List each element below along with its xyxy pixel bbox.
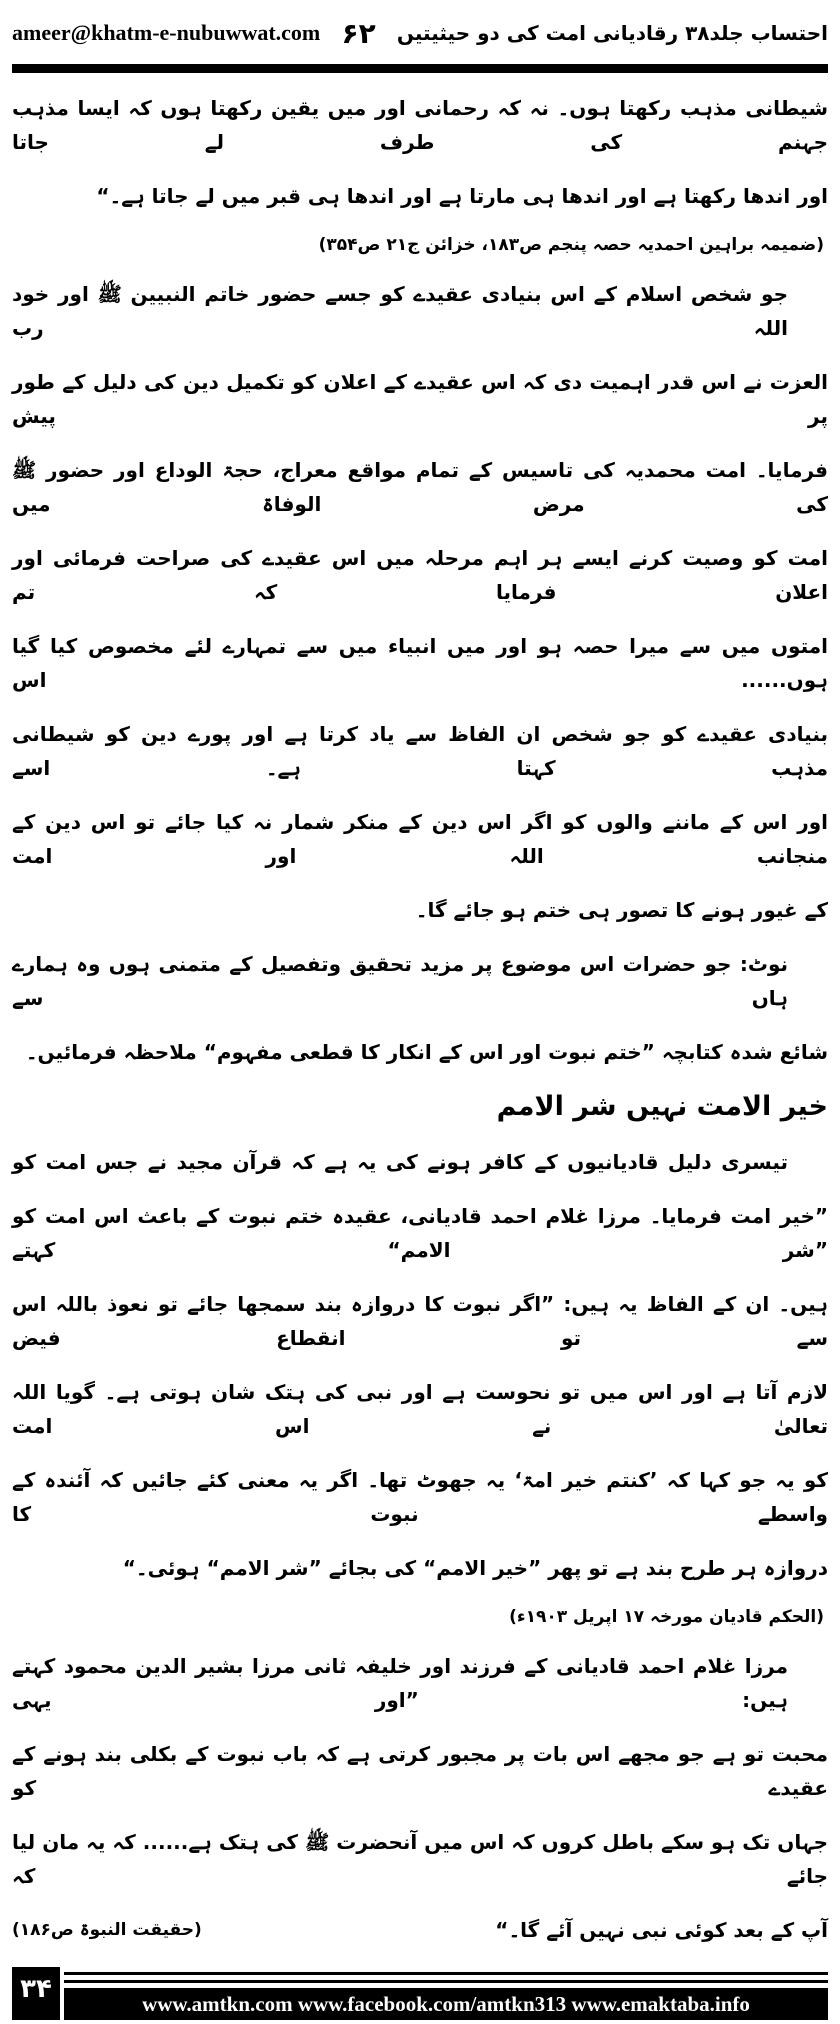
page-header [12,8,828,58]
note-line: نوٹ: جو حضرات اس موضوع پر مزید تحقیق وتفصیل کے متمنی ہوں وہ ہمارے ہاں سے [12,952,788,1010]
citation: (حقیقت النبوۃ ص۱۸۶) [12,1920,202,1940]
footer-right [64,1967,828,2020]
text-line: امتوں میں سے میرا حصہ ہو اور میں انبیاء میں سے تمہارے لئے مخصوص کیا گیا ہوں...... اس [12,634,828,692]
text-line: بنیادی عقیدے کو جو شخص ان الفاظ سے یاد کرتا ہے اور پورے دین کو شیطانی مذہب کہتا ہے۔ اسے [12,722,828,780]
note-line: شائع شدہ کتابچہ ”ختم نبوت اور اس کے انکار کا قطعی مفہوم“ ملاحظہ فرمائیں۔ [25,1040,828,1064]
header-email: ameer@khatm-e-nubuwwat.com [12,20,321,45]
text-line: آپ کے بعد کوئی نبی نہیں آئے گا۔“ [495,1918,828,1942]
page [12,0,828,2024]
section-heading: خیر الامت نہیں شر الامم [496,1091,828,1122]
text-line: اور اس کے ماننے والوں کو اگر اس دین کے منکر شمار نہ کیا جائے تو اس دین کے منجانب اللہ اور امت [12,810,828,868]
text-line: دروازہ ہر طرح بند ہے تو پھر ”خیر الامم“ کی بجائے ”شر الامم“ ہوئی۔“ [122,1556,828,1580]
text-line: محبت تو ہے جو مجھے اس بات پر مجبور کرتی ہے کہ باب نبوت کے بکلی بند ہونے کے عقیدے کو [12,1742,828,1800]
text-line: جہاں تک ہو سکے باطل کروں کہ اس میں آنحضرت ﷺ کی ہتک ہے...... کہ یہ مان لیا جائے کہ [12,1830,828,1888]
footer-rule [64,1972,828,1975]
text-line: فرمایا۔ امت محمدیہ کی تاسیس کے تمام مواقع معراج، حجۃ الوداع اور حضور ﷺ کی مرض الوفاۃ میں [12,458,828,516]
text-line: جو شخص اسلام کے اس بنیادی عقیدے کو جسے حضور خاتم النبیین ﷺ اور خود اللہ رب [12,282,788,340]
text-line: اور اندھا رکھتا ہے اور اندھا ہی مارتا ہے اور اندھا ہی قبر میں لے جاتا ہے۔“ [96,184,828,208]
text-line: کے غیور ہونے کا تصور ہی ختم ہو جائے گا۔ [415,898,828,922]
header-page-number: ۶۲ [341,16,376,50]
page-body [12,81,828,1957]
footer-links: www.amtkn.com www.facebook.com/amtkn313 www.emaktaba.info [64,1988,828,2020]
text-line: ”خیر امت فرمایا۔ مرزا غلام احمد قادیانی، عقیدہ ختم نبوت کے باعث اس امت کو ”شر الامم“ کہتے [12,1204,828,1262]
footer-rule [64,1980,828,1983]
text-line: مرزا غلام احمد قادیانی کے فرزند اور خلیفہ ثانی مرزا بشیر الدین محمود کہتے ہیں: ”اور یہی [12,1654,788,1712]
text-line-with-citation [12,1903,828,1957]
text-line: کو یہ جو کہا کہ ’کنتم خیر امۃ‘ یہ جھوٹ تھا۔ اگر یہ معنی کئے جائیں کہ آئندہ کے واسطے نبوت کا [12,1468,828,1526]
text-line: لازم آتا ہے اور اس میں تو نحوست ہے اور نبی کی ہتک شان ہوتی ہے۔ گویا اللہ تعالیٰ نے اس امت [12,1380,828,1438]
header-title: احتساب جلد۳۸ رقادیانی امت کی دو حیثیتیں [396,21,828,45]
text-line: ہیں۔ ان کے الفاظ یہ ہیں: ”اگر نبوت کا دروازہ بند سمجھا جائے تو نعوذ باللہ اس سے تو انقطاع فیض [12,1292,828,1350]
citation: (ضمیمہ براہین احمدیہ حصہ پنجم ص۱۸۳، خزائن ج۲۱ ص۳۵۴) [318,235,824,255]
page-header-block [12,8,828,73]
text-line: تیسری دلیل قادیانیوں کے کافر ہونے کی یہ ہے کہ قرآن مجید نے جس امت کو [12,1150,788,1174]
text-line: شیطانی مذہب رکھتا ہوں۔ نہ کہ رحمانی اور میں یقین رکھتا ہوں کہ ایسا مذہب جہنم کی طرف لے جاتا [12,96,828,154]
citation: (الحکم قادیان مورخہ ۱۷ اپریل ۱۹۰۳ء) [509,1607,824,1627]
header-rule [12,64,828,73]
text-line: امت کو وصیت کرنے ایسے ہر اہم مرحلہ میں اس عقیدے کی صراحت فرمائی اور اعلان فرمایا کہ تم [12,546,829,604]
text-line: العزت نے اس قدر اہمیت دی کہ اس عقیدے کے اعلان کو تکمیل دین کی دلیل کے طور پر پیش [12,370,828,428]
footer-page-number: ۳۴ [12,1967,60,2020]
page-footer [12,1967,828,2020]
